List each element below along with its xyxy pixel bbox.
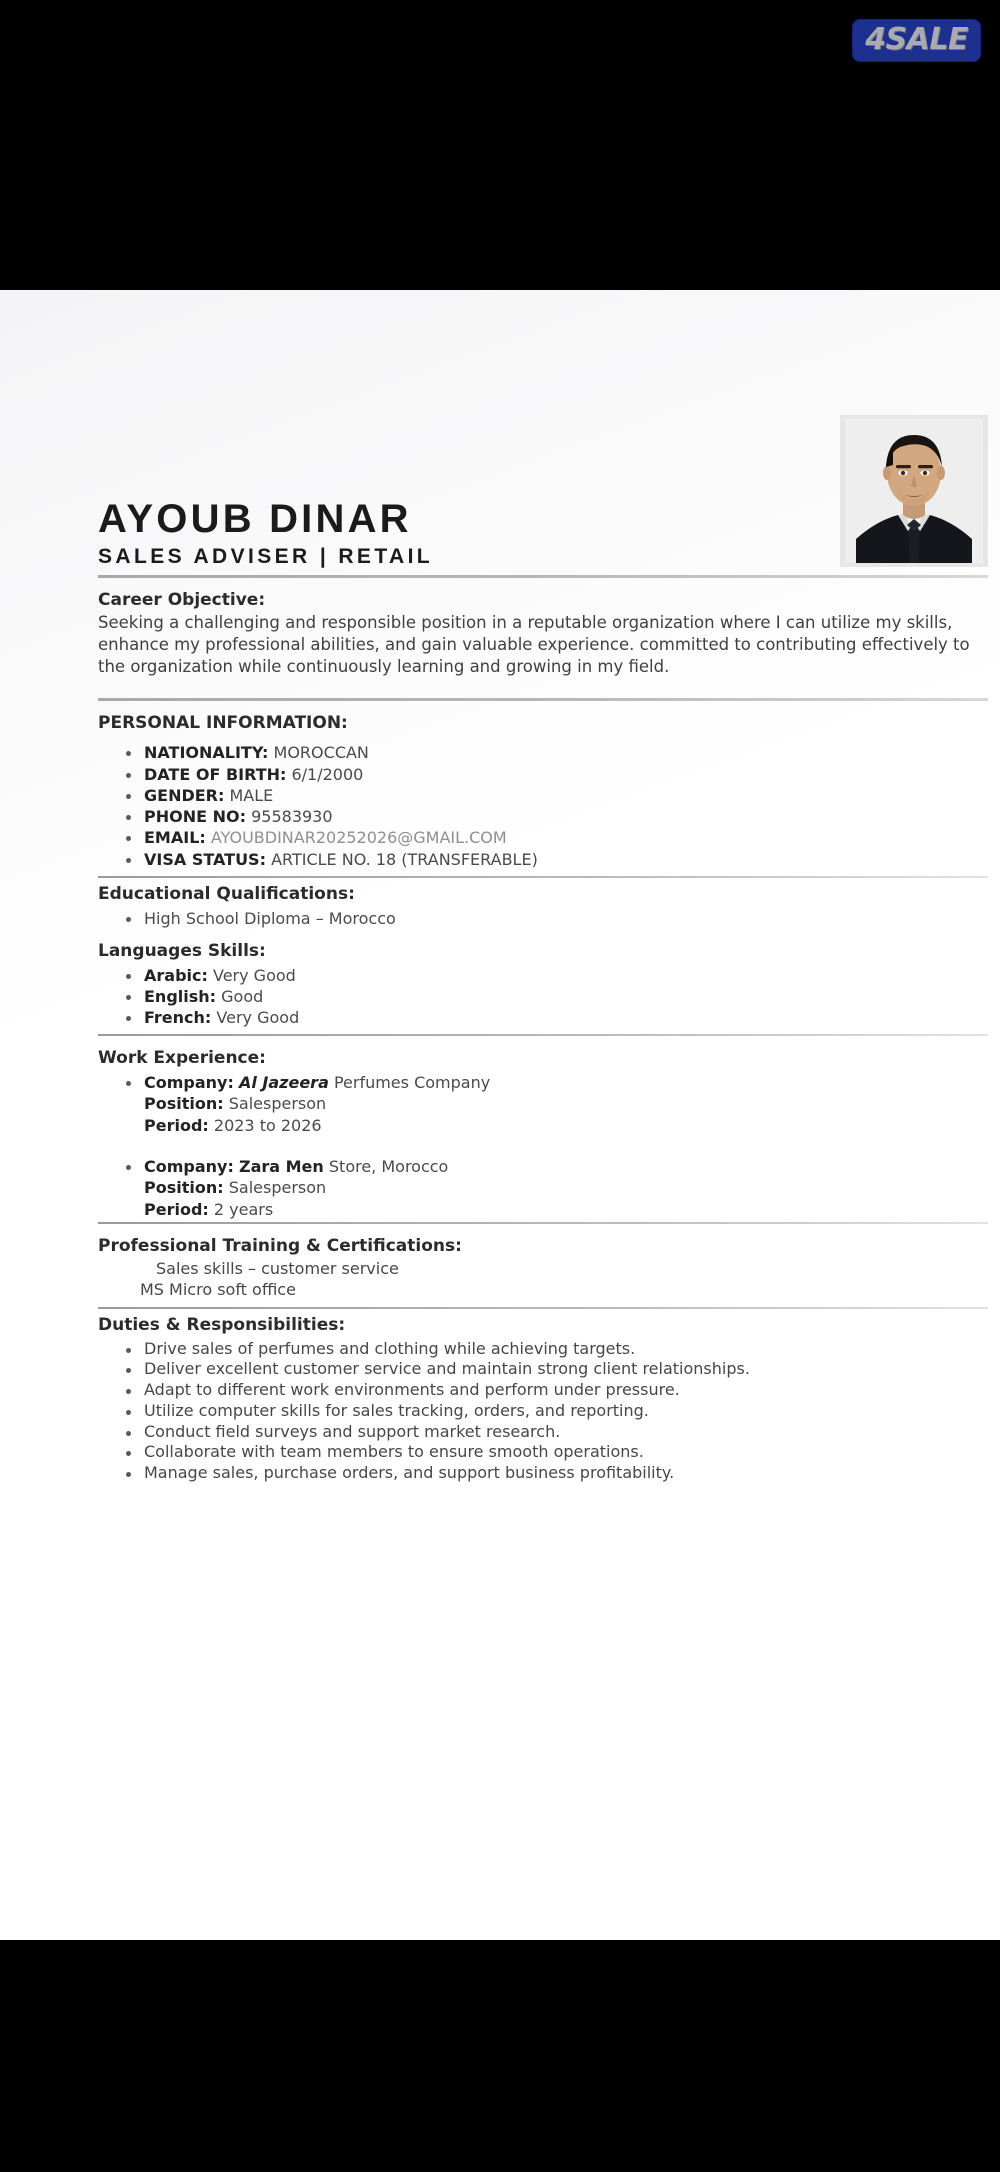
spacer [98, 678, 988, 698]
watermark-logo-4sale [853, 20, 980, 61]
duties-list [98, 1339, 988, 1485]
profile-photo [840, 415, 988, 567]
personal-information-heading: PERSONAL INFORMATION: [98, 712, 348, 733]
list-item [144, 908, 988, 929]
list-item: Conduct field surveys and support market research. [144, 1422, 988, 1443]
resume-content [98, 415, 988, 1484]
training-heading: Professional Training & Certifications: [98, 1235, 462, 1256]
list-item [144, 1007, 988, 1028]
languages-heading: Languages Skills: [98, 940, 266, 961]
training-item: Sales skills – customer service [156, 1258, 399, 1278]
period-label: Period: [144, 1115, 209, 1135]
list-item: Deliver excellent customer service and maintain strong client relationships. [144, 1359, 988, 1380]
letterbox-band-top [0, 0, 1000, 290]
section-career-objective [98, 590, 988, 678]
field-label: NATIONALITY: [144, 743, 269, 763]
spacer [98, 578, 988, 590]
field-value: ARTICLE NO. 18 (TRANSFERABLE) [271, 849, 538, 869]
language-label: English: [144, 986, 217, 1006]
section-personal-information [98, 713, 988, 870]
education-item: High School Diploma – Morocco [144, 908, 396, 928]
spacer [98, 701, 988, 713]
spacer [98, 1224, 988, 1236]
list-item [144, 965, 988, 986]
spacer [98, 734, 988, 740]
language-label: French: [144, 1008, 212, 1028]
position-label: Position: [144, 1178, 224, 1198]
watermark-logo-label: 4SALE [865, 22, 968, 57]
list-item: Manage sales, purchase orders, and support business profitability. [144, 1463, 988, 1484]
spacer [98, 929, 988, 941]
career-objective-heading: Career Objective: [98, 590, 266, 610]
work-experience-heading: Work Experience: [98, 1048, 266, 1069]
field-label: DATE OF BIRTH: [144, 764, 287, 784]
work-experience-list [98, 1072, 988, 1220]
period-label: Period: [144, 1199, 209, 1219]
period-value: 2 years [213, 1199, 274, 1219]
section-training [98, 1236, 988, 1301]
personal-information-list [98, 742, 988, 870]
section-work-experience [98, 1048, 988, 1219]
job-period-line [144, 1199, 988, 1220]
job-title: SALES ADVISER | RETAIL [98, 545, 434, 568]
list-item: Utilize computer skills for sales tracking, orders, and reporting. [144, 1401, 988, 1422]
language-level: Very Good [212, 965, 296, 985]
company-label: Company: [144, 1073, 234, 1093]
company-name-emphasis: Al Jazeera [238, 1073, 329, 1093]
list-item [144, 1072, 988, 1136]
duties-heading: Duties & Responsibilities: [98, 1314, 346, 1335]
name-block [98, 499, 718, 567]
company-name-rest: Store, Morocco [323, 1157, 449, 1177]
list-item [144, 764, 988, 785]
field-label: PHONE NO: [144, 807, 246, 827]
job-company-line [144, 1072, 988, 1093]
job-position-line [144, 1093, 988, 1114]
list-item [144, 849, 988, 870]
education-list [98, 908, 988, 929]
field-value: MALE [229, 785, 274, 805]
languages-list [98, 965, 988, 1029]
field-label: VISA STATUS: [144, 849, 266, 869]
list-item: Adapt to different work environments and perform under pressure. [144, 1380, 988, 1401]
field-value: 6/1/2000 [291, 764, 364, 784]
language-level: Very Good [216, 1008, 300, 1028]
list-item: Collaborate with team members to ensure smooth operations. [144, 1442, 988, 1463]
list-item [144, 1156, 988, 1220]
spacer [98, 1036, 988, 1048]
language-level: Good [221, 986, 264, 1006]
field-value: 95583930 [251, 807, 333, 827]
section-education [98, 884, 988, 929]
list-item [144, 785, 988, 806]
document-page [0, 290, 1000, 1940]
list-item [144, 986, 988, 1007]
training-item: MS Micro soft office [140, 1280, 296, 1300]
job-company-line [144, 1156, 988, 1177]
portrait-photo-icon [840, 415, 988, 567]
list-item [144, 742, 988, 763]
education-heading: Educational Qualifications: [98, 883, 355, 904]
period-value: 2023 to 2026 [213, 1115, 322, 1135]
list-item [144, 806, 988, 827]
list-item: Drive sales of perfumes and clothing while achieving targets. [144, 1339, 988, 1360]
company-name-rest: Perfumes Company [328, 1073, 491, 1093]
list-item [144, 827, 988, 848]
letterbox-band-bottom [0, 1940, 1000, 2172]
company-label: Company: [144, 1157, 234, 1177]
field-value: MOROCCAN [273, 743, 369, 763]
email-value: AYOUBDINAR20252026@GMAIL.COM [210, 828, 507, 848]
section-languages [98, 941, 988, 1029]
section-duties [98, 1315, 988, 1484]
company-name-emphasis: Zara Men [238, 1157, 324, 1177]
job-period-line [144, 1115, 988, 1136]
resume-header [98, 415, 988, 575]
page-title: AYOUB DINAR [98, 497, 412, 541]
position-value: Salesperson [228, 1178, 327, 1198]
position-value: Salesperson [228, 1094, 327, 1114]
field-label: GENDER: [144, 785, 225, 805]
position-label: Position: [144, 1094, 224, 1114]
job-position-line [144, 1177, 988, 1198]
field-label: EMAIL: [144, 828, 206, 848]
career-objective-text: Seeking a challenging and responsible position in a reputable organization where I can utilize my skills, enhance my professional abilities, and gain valuable experience. committed to contributing effectively to the organization while continuously learning and growing in my field. [98, 612, 970, 676]
language-label: Arabic: [144, 965, 208, 985]
